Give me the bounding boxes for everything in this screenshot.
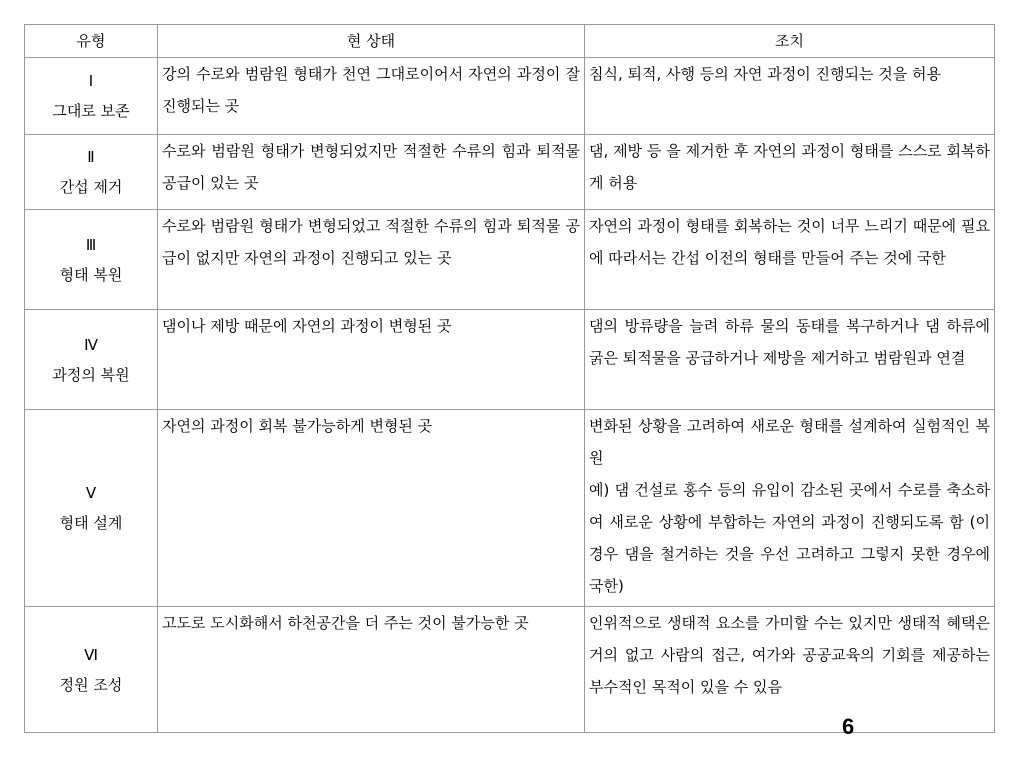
table-row bbox=[25, 135, 995, 210]
status-cell: 수로와 범람원 형태가 변형되었고 적절한 수류의 힘과 퇴적물 공급이 없지만 자연의 과정이 진행되고 있는 곳 bbox=[158, 210, 585, 310]
action-text: 변화된 상황을 고려하여 새로운 형태를 설계하여 실험적인 복원 bbox=[589, 417, 990, 467]
page-number: 6 bbox=[842, 714, 855, 739]
table-header-row bbox=[25, 25, 995, 58]
type-cell bbox=[25, 135, 158, 210]
type-name: 정원 조성 bbox=[59, 675, 123, 694]
status-cell: 자연의 과정이 회복 불가능하게 변형된 곳 bbox=[158, 410, 585, 607]
action-cell: 댐의 방류량을 늘려 하류 물의 동태를 복구하거나 댐 하류에 굵은 퇴적물을 공급하거나 제방을 제거하고 범람원과 연결 bbox=[585, 310, 995, 410]
table-row bbox=[25, 58, 995, 135]
action-example: 예) 댐 건설로 홍수 등의 유입이 감소된 곳에서 수로를 축소하여 새로운 상황에 부합하는 자연의 과정이 진행되도록 함 (이 경우 댐을 철거하는 것을 우선 고려하고 그렇지 못한 경우에 국한) bbox=[589, 481, 990, 595]
type-numeral: Ⅲ bbox=[85, 235, 97, 254]
action-cell: 침식, 퇴적, 사행 등의 자연 과정이 진행되는 것을 허용 bbox=[585, 58, 995, 135]
table-row bbox=[25, 310, 995, 410]
action-cell bbox=[585, 410, 995, 607]
table-row bbox=[25, 210, 995, 310]
header-type: 유형 bbox=[25, 25, 158, 58]
status-cell: 수로와 범람원 형태가 변형되었지만 적절한 수류의 힘과 퇴적물 공급이 있는 곳 bbox=[158, 135, 585, 210]
type-cell bbox=[25, 310, 158, 410]
action-cell: 댐, 제방 등 을 제거한 후 자연의 과정이 형태를 스스로 회복하게 허용 bbox=[585, 135, 995, 210]
type-numeral: Ⅵ bbox=[84, 645, 98, 664]
header-action: 조치 bbox=[585, 25, 995, 58]
type-cell bbox=[25, 410, 158, 607]
header-status: 현 상태 bbox=[158, 25, 585, 58]
type-name: 과정의 복원 bbox=[52, 365, 130, 384]
restoration-type-table bbox=[24, 24, 995, 733]
type-numeral: Ⅱ bbox=[87, 148, 95, 166]
type-numeral: Ⅰ bbox=[88, 72, 94, 90]
type-cell bbox=[25, 607, 158, 733]
action-cell: 자연의 과정이 형태를 회복하는 것이 너무 느리기 때문에 필요에 따라서는 간섭 이전의 형태를 만들어 주는 것에 국한 bbox=[585, 210, 995, 310]
status-cell: 강의 수로와 범람원 형태가 천연 그대로이어서 자연의 과정이 잘 진행되는 곳 bbox=[158, 58, 585, 135]
type-cell bbox=[25, 58, 158, 135]
type-numeral: Ⅴ bbox=[85, 484, 97, 502]
type-name: 그대로 보존 bbox=[52, 102, 130, 120]
type-cell bbox=[25, 210, 158, 310]
status-cell: 고도로 도시화해서 하천공간을 더 주는 것이 불가능한 곳 bbox=[158, 607, 585, 733]
table-row bbox=[25, 410, 995, 607]
type-name: 간섭 제거 bbox=[59, 178, 123, 196]
status-cell: 댐이나 제방 때문에 자연의 과정이 변형된 곳 bbox=[158, 310, 585, 410]
type-name: 형태 복원 bbox=[59, 265, 123, 284]
action-cell: 인위적으로 생태적 요소를 가미할 수는 있지만 생태적 혜택은 거의 없고 사람의 접근, 여가와 공공교육의 기회를 제공하는 부수적인 목적이 있을 수 있음 bbox=[585, 607, 995, 733]
type-numeral: Ⅳ bbox=[84, 335, 98, 354]
type-name: 형태 설계 bbox=[59, 514, 123, 532]
